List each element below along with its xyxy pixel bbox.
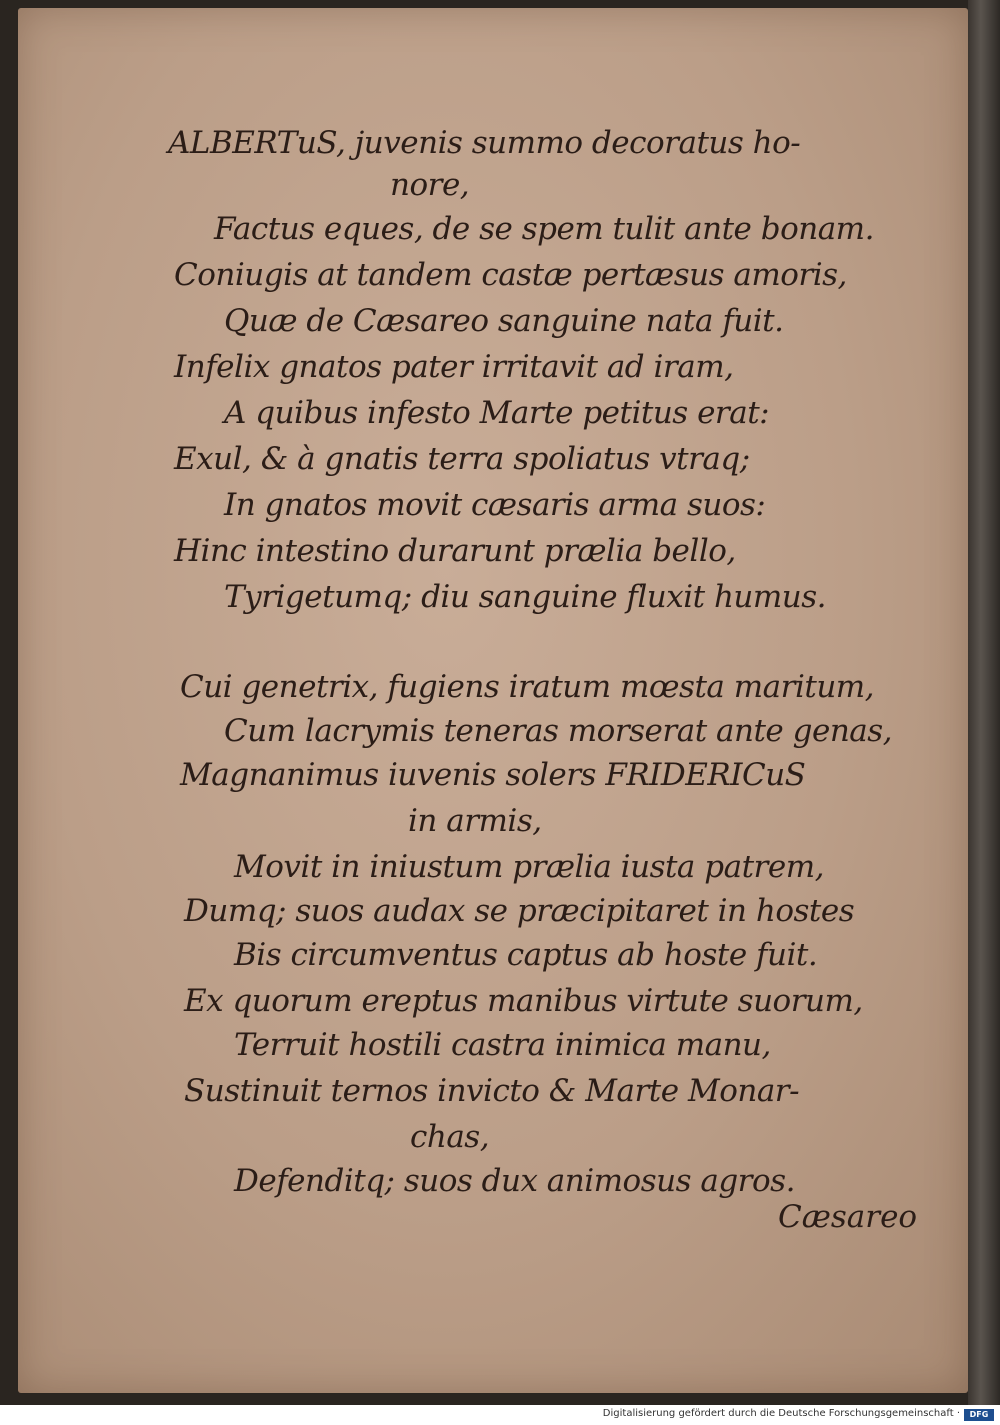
verse-line: Coniugis at tandem castæ pertæsus amoris, (174, 257, 847, 293)
verse-line: Cui genetrix, fugiens iratum mœsta maritum, (180, 669, 875, 705)
verse-line: Bis circumventus captus ab hoste fuit. (234, 937, 818, 973)
footer-credit: Digitalisierung gefördert durch die Deutsche Forschungsgemeinschaft · (602, 1408, 960, 1419)
verse-line: Dumq; suos audax se præcipitaret in hostes (184, 893, 855, 929)
poem-text (18, 8, 968, 1393)
verse-line: nore, (390, 167, 470, 203)
verse-line: Ex quorum ereptus manibus virtute suorum, (184, 983, 863, 1019)
verse-line: Tyrigetumq; diu sanguine fluxit humus. (224, 579, 827, 615)
verse-line: A quibus infesto Marte petitus erat: (224, 395, 770, 431)
verse-line: Cum lacrymis teneras morserat ante genas, (224, 713, 893, 749)
digitization-footer (0, 1405, 1000, 1425)
verse-line: ALBERTuS, juvenis summo decoratus ho- (168, 125, 801, 161)
verse-line: Exul, & à gnatis terra spoliatus vtraq; (174, 441, 750, 477)
verse-line: Quæ de Cæsareo sanguine nata fuit. (224, 303, 784, 339)
book-page (18, 8, 968, 1393)
catchword: Cæsareo (778, 1199, 918, 1235)
verse-line: Magnanimus iuvenis solers FRIDERICuS (180, 757, 806, 793)
verse-line: Sustinuit ternos invicto & Marte Monar- (184, 1073, 800, 1109)
verse-line: Defenditq; suos dux animosus agros. (234, 1163, 795, 1199)
verse-line: Movit in iniustum prælia iusta patrem, (234, 849, 824, 885)
dfg-logo-icon: DFG (964, 1409, 994, 1421)
book-spine-edge (968, 0, 1000, 1405)
verse-line: Terruit hostili castra inimica manu, (234, 1027, 771, 1063)
verse-line: in armis, (408, 803, 542, 839)
verse-line: In gnatos movit cæsaris arma suos: (224, 487, 766, 523)
verse-line: Factus eques, de se spem tulit ante bonam. (214, 211, 874, 247)
verse-line: chas, (410, 1119, 490, 1155)
verse-line: Hinc intestino durarunt prælia bello, (174, 533, 736, 569)
verse-line: Infelix gnatos pater irritavit ad iram, (174, 349, 734, 385)
